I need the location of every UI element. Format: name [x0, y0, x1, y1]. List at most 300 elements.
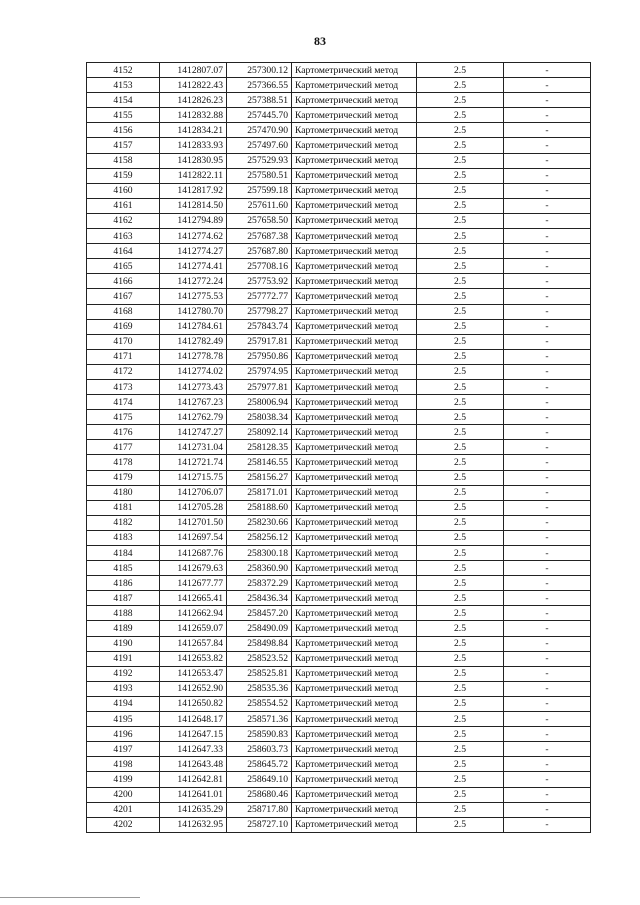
- description-cell: -: [504, 108, 591, 123]
- y-coordinate-cell: 257798.27: [227, 304, 292, 319]
- method-cell: Картометрический метод: [292, 198, 417, 213]
- x-coordinate-cell: 1412830.95: [160, 153, 227, 168]
- accuracy-cell: 2.5: [417, 395, 504, 410]
- accuracy-cell: 2.5: [417, 123, 504, 138]
- x-coordinate-cell: 1412834.21: [160, 123, 227, 138]
- point-number-cell: 4187: [87, 591, 160, 606]
- point-number-cell: 4182: [87, 515, 160, 530]
- x-coordinate-cell: 1412653.47: [160, 666, 227, 681]
- y-coordinate-cell: 258146.55: [227, 455, 292, 470]
- point-number-cell: 4201: [87, 802, 160, 817]
- coordinates-table-body: [87, 63, 591, 833]
- y-coordinate-cell: 258171.01: [227, 485, 292, 500]
- y-coordinate-cell: 257687.80: [227, 244, 292, 259]
- footer-rule: [0, 897, 140, 898]
- x-coordinate-cell: 1412774.27: [160, 244, 227, 259]
- y-coordinate-cell: 257708.16: [227, 259, 292, 274]
- description-cell: -: [504, 410, 591, 425]
- method-cell: Картометрический метод: [292, 666, 417, 681]
- description-cell: -: [504, 168, 591, 183]
- description-cell: -: [504, 349, 591, 364]
- x-coordinate-cell: 1412822.11: [160, 168, 227, 183]
- table-row: [87, 78, 591, 93]
- description-cell: -: [504, 666, 591, 681]
- point-number-cell: 4156: [87, 123, 160, 138]
- x-coordinate-cell: 1412762.79: [160, 410, 227, 425]
- point-number-cell: 4175: [87, 410, 160, 425]
- x-coordinate-cell: 1412647.15: [160, 727, 227, 742]
- x-coordinate-cell: 1412659.07: [160, 621, 227, 636]
- method-cell: Картометрический метод: [292, 229, 417, 244]
- point-number-cell: 4192: [87, 666, 160, 681]
- x-coordinate-cell: 1412647.33: [160, 742, 227, 757]
- table-row: [87, 636, 591, 651]
- method-cell: Картометрический метод: [292, 515, 417, 530]
- table-row: [87, 546, 591, 561]
- x-coordinate-cell: 1412706.07: [160, 485, 227, 500]
- point-number-cell: 4169: [87, 319, 160, 334]
- description-cell: -: [504, 712, 591, 727]
- method-cell: Картометрический метод: [292, 817, 417, 832]
- table-row: [87, 817, 591, 832]
- point-number-cell: 4171: [87, 349, 160, 364]
- x-coordinate-cell: 1412794.89: [160, 213, 227, 228]
- accuracy-cell: 2.5: [417, 229, 504, 244]
- table-row: [87, 198, 591, 213]
- description-cell: -: [504, 244, 591, 259]
- table-row: [87, 229, 591, 244]
- table-row: [87, 666, 591, 681]
- point-number-cell: 4160: [87, 183, 160, 198]
- x-coordinate-cell: 1412774.62: [160, 229, 227, 244]
- table-row: [87, 168, 591, 183]
- accuracy-cell: 2.5: [417, 244, 504, 259]
- x-coordinate-cell: 1412697.54: [160, 530, 227, 545]
- accuracy-cell: 2.5: [417, 681, 504, 696]
- accuracy-cell: 2.5: [417, 621, 504, 636]
- table-row: [87, 93, 591, 108]
- accuracy-cell: 2.5: [417, 802, 504, 817]
- y-coordinate-cell: 257917.81: [227, 334, 292, 349]
- y-coordinate-cell: 258523.52: [227, 651, 292, 666]
- y-coordinate-cell: 258300.18: [227, 546, 292, 561]
- description-cell: -: [504, 78, 591, 93]
- method-cell: Картометрический метод: [292, 727, 417, 742]
- x-coordinate-cell: 1412774.02: [160, 364, 227, 379]
- y-coordinate-cell: 257977.81: [227, 379, 292, 394]
- x-coordinate-cell: 1412715.75: [160, 470, 227, 485]
- accuracy-cell: 2.5: [417, 259, 504, 274]
- y-coordinate-cell: 257687.38: [227, 229, 292, 244]
- accuracy-cell: 2.5: [417, 485, 504, 500]
- method-cell: Картометрический метод: [292, 757, 417, 772]
- table-row: [87, 379, 591, 394]
- point-number-cell: 4153: [87, 78, 160, 93]
- method-cell: Картометрический метод: [292, 123, 417, 138]
- description-cell: -: [504, 395, 591, 410]
- y-coordinate-cell: 258128.35: [227, 440, 292, 455]
- point-number-cell: 4197: [87, 742, 160, 757]
- table-row: [87, 153, 591, 168]
- method-cell: Картометрический метод: [292, 78, 417, 93]
- coordinates-table: [86, 62, 591, 833]
- description-cell: -: [504, 425, 591, 440]
- point-number-cell: 4195: [87, 712, 160, 727]
- y-coordinate-cell: 257950.86: [227, 349, 292, 364]
- table-row: [87, 606, 591, 621]
- point-number-cell: 4159: [87, 168, 160, 183]
- method-cell: Картометрический метод: [292, 183, 417, 198]
- x-coordinate-cell: 1412687.76: [160, 546, 227, 561]
- y-coordinate-cell: 258498.84: [227, 636, 292, 651]
- method-cell: Картометрический метод: [292, 485, 417, 500]
- accuracy-cell: 2.5: [417, 606, 504, 621]
- point-number-cell: 4188: [87, 606, 160, 621]
- table-row: [87, 334, 591, 349]
- accuracy-cell: 2.5: [417, 168, 504, 183]
- x-coordinate-cell: 1412705.28: [160, 500, 227, 515]
- point-number-cell: 4155: [87, 108, 160, 123]
- x-coordinate-cell: 1412784.61: [160, 319, 227, 334]
- description-cell: -: [504, 153, 591, 168]
- method-cell: Картометрический метод: [292, 395, 417, 410]
- description-cell: -: [504, 213, 591, 228]
- y-coordinate-cell: 258360.90: [227, 561, 292, 576]
- y-coordinate-cell: 258680.46: [227, 787, 292, 802]
- description-cell: -: [504, 485, 591, 500]
- x-coordinate-cell: 1412780.70: [160, 304, 227, 319]
- method-cell: Картометрический метод: [292, 772, 417, 787]
- y-coordinate-cell: 258717.80: [227, 802, 292, 817]
- table-row: [87, 696, 591, 711]
- table-row: [87, 63, 591, 78]
- accuracy-cell: 2.5: [417, 727, 504, 742]
- x-coordinate-cell: 1412773.43: [160, 379, 227, 394]
- method-cell: Картометрический метод: [292, 651, 417, 666]
- table-row: [87, 772, 591, 787]
- accuracy-cell: 2.5: [417, 334, 504, 349]
- method-cell: Картометрический метод: [292, 455, 417, 470]
- x-coordinate-cell: 1412731.04: [160, 440, 227, 455]
- table-row: [87, 349, 591, 364]
- point-number-cell: 4167: [87, 289, 160, 304]
- description-cell: -: [504, 123, 591, 138]
- table-row: [87, 802, 591, 817]
- point-number-cell: 4164: [87, 244, 160, 259]
- method-cell: Картометрический метод: [292, 213, 417, 228]
- method-cell: Картометрический метод: [292, 93, 417, 108]
- x-coordinate-cell: 1412641.01: [160, 787, 227, 802]
- method-cell: Картометрический метод: [292, 591, 417, 606]
- table-row: [87, 425, 591, 440]
- x-coordinate-cell: 1412643.48: [160, 757, 227, 772]
- table-row: [87, 123, 591, 138]
- x-coordinate-cell: 1412679.63: [160, 561, 227, 576]
- y-coordinate-cell: 257580.51: [227, 168, 292, 183]
- x-coordinate-cell: 1412822.43: [160, 78, 227, 93]
- y-coordinate-cell: 257388.51: [227, 93, 292, 108]
- y-coordinate-cell: 257445.70: [227, 108, 292, 123]
- table-row: [87, 757, 591, 772]
- table-row: [87, 500, 591, 515]
- accuracy-cell: 2.5: [417, 274, 504, 289]
- table-row: [87, 455, 591, 470]
- point-number-cell: 4162: [87, 213, 160, 228]
- description-cell: -: [504, 259, 591, 274]
- table-row: [87, 304, 591, 319]
- method-cell: Картометрический метод: [292, 304, 417, 319]
- x-coordinate-cell: 1412632.95: [160, 817, 227, 832]
- table-row: [87, 183, 591, 198]
- method-cell: Картометрический метод: [292, 712, 417, 727]
- method-cell: Картометрический метод: [292, 289, 417, 304]
- point-number-cell: 4170: [87, 334, 160, 349]
- accuracy-cell: 2.5: [417, 455, 504, 470]
- description-cell: -: [504, 138, 591, 153]
- method-cell: Картометрический метод: [292, 244, 417, 259]
- accuracy-cell: 2.5: [417, 410, 504, 425]
- description-cell: -: [504, 440, 591, 455]
- point-number-cell: 4152: [87, 63, 160, 78]
- point-number-cell: 4157: [87, 138, 160, 153]
- x-coordinate-cell: 1412767.23: [160, 395, 227, 410]
- method-cell: Картометрический метод: [292, 364, 417, 379]
- method-cell: Картометрический метод: [292, 63, 417, 78]
- x-coordinate-cell: 1412665.41: [160, 591, 227, 606]
- table-row: [87, 259, 591, 274]
- description-cell: -: [504, 742, 591, 757]
- y-coordinate-cell: 258006.94: [227, 395, 292, 410]
- method-cell: Картометрический метод: [292, 138, 417, 153]
- method-cell: Картометрический метод: [292, 274, 417, 289]
- method-cell: Картометрический метод: [292, 153, 417, 168]
- description-cell: -: [504, 470, 591, 485]
- point-number-cell: 4181: [87, 500, 160, 515]
- x-coordinate-cell: 1412721.74: [160, 455, 227, 470]
- table-row: [87, 561, 591, 576]
- accuracy-cell: 2.5: [417, 289, 504, 304]
- point-number-cell: 4172: [87, 364, 160, 379]
- point-number-cell: 4174: [87, 395, 160, 410]
- x-coordinate-cell: 1412747.27: [160, 425, 227, 440]
- point-number-cell: 4158: [87, 153, 160, 168]
- point-number-cell: 4189: [87, 621, 160, 636]
- description-cell: -: [504, 379, 591, 394]
- method-cell: Картометрический метод: [292, 606, 417, 621]
- method-cell: Картометрический метод: [292, 530, 417, 545]
- method-cell: Картометрический метод: [292, 410, 417, 425]
- description-cell: -: [504, 63, 591, 78]
- description-cell: -: [504, 727, 591, 742]
- y-coordinate-cell: 258092.14: [227, 425, 292, 440]
- table-row: [87, 742, 591, 757]
- x-coordinate-cell: 1412650.82: [160, 696, 227, 711]
- table-row: [87, 591, 591, 606]
- method-cell: Картометрический метод: [292, 334, 417, 349]
- method-cell: Картометрический метод: [292, 168, 417, 183]
- accuracy-cell: 2.5: [417, 93, 504, 108]
- method-cell: Картометрический метод: [292, 349, 417, 364]
- y-coordinate-cell: 258645.72: [227, 757, 292, 772]
- method-cell: Картометрический метод: [292, 259, 417, 274]
- accuracy-cell: 2.5: [417, 304, 504, 319]
- accuracy-cell: 2.5: [417, 63, 504, 78]
- y-coordinate-cell: 258038.34: [227, 410, 292, 425]
- y-coordinate-cell: 258649.10: [227, 772, 292, 787]
- description-cell: -: [504, 530, 591, 545]
- y-coordinate-cell: 258535.36: [227, 681, 292, 696]
- point-number-cell: 4194: [87, 696, 160, 711]
- y-coordinate-cell: 257470.90: [227, 123, 292, 138]
- method-cell: Картометрический метод: [292, 802, 417, 817]
- accuracy-cell: 2.5: [417, 712, 504, 727]
- point-number-cell: 4184: [87, 546, 160, 561]
- table-row: [87, 485, 591, 500]
- table-row: [87, 395, 591, 410]
- description-cell: -: [504, 274, 591, 289]
- method-cell: Картометрический метод: [292, 681, 417, 696]
- accuracy-cell: 2.5: [417, 138, 504, 153]
- method-cell: Картометрический метод: [292, 576, 417, 591]
- description-cell: -: [504, 772, 591, 787]
- accuracy-cell: 2.5: [417, 470, 504, 485]
- x-coordinate-cell: 1412642.81: [160, 772, 227, 787]
- page-number: 83: [314, 34, 326, 48]
- x-coordinate-cell: 1412657.84: [160, 636, 227, 651]
- x-coordinate-cell: 1412826.23: [160, 93, 227, 108]
- point-number-cell: 4178: [87, 455, 160, 470]
- y-coordinate-cell: 258256.12: [227, 530, 292, 545]
- accuracy-cell: 2.5: [417, 666, 504, 681]
- x-coordinate-cell: 1412701.50: [160, 515, 227, 530]
- accuracy-cell: 2.5: [417, 651, 504, 666]
- x-coordinate-cell: 1412814.50: [160, 198, 227, 213]
- method-cell: Картометрический метод: [292, 108, 417, 123]
- table-row: [87, 440, 591, 455]
- y-coordinate-cell: 257974.95: [227, 364, 292, 379]
- x-coordinate-cell: 1412775.53: [160, 289, 227, 304]
- description-cell: -: [504, 289, 591, 304]
- method-cell: Картометрический метод: [292, 621, 417, 636]
- accuracy-cell: 2.5: [417, 696, 504, 711]
- accuracy-cell: 2.5: [417, 153, 504, 168]
- description-cell: -: [504, 319, 591, 334]
- description-cell: -: [504, 364, 591, 379]
- point-number-cell: 4200: [87, 787, 160, 802]
- table-row: [87, 621, 591, 636]
- x-coordinate-cell: 1412817.92: [160, 183, 227, 198]
- method-cell: Картометрический метод: [292, 500, 417, 515]
- x-coordinate-cell: 1412832.88: [160, 108, 227, 123]
- method-cell: Картометрический метод: [292, 696, 417, 711]
- accuracy-cell: 2.5: [417, 198, 504, 213]
- table-row: [87, 470, 591, 485]
- point-number-cell: 4191: [87, 651, 160, 666]
- description-cell: -: [504, 636, 591, 651]
- table-row: [87, 681, 591, 696]
- y-coordinate-cell: 258230.66: [227, 515, 292, 530]
- description-cell: -: [504, 591, 591, 606]
- accuracy-cell: 2.5: [417, 213, 504, 228]
- y-coordinate-cell: 258457.20: [227, 606, 292, 621]
- x-coordinate-cell: 1412648.17: [160, 712, 227, 727]
- y-coordinate-cell: 258554.52: [227, 696, 292, 711]
- description-cell: -: [504, 455, 591, 470]
- description-cell: -: [504, 561, 591, 576]
- description-cell: -: [504, 93, 591, 108]
- point-number-cell: 4198: [87, 757, 160, 772]
- accuracy-cell: 2.5: [417, 183, 504, 198]
- y-coordinate-cell: 257599.18: [227, 183, 292, 198]
- x-coordinate-cell: 1412774.41: [160, 259, 227, 274]
- x-coordinate-cell: 1412782.49: [160, 334, 227, 349]
- point-number-cell: 4180: [87, 485, 160, 500]
- y-coordinate-cell: 258372.29: [227, 576, 292, 591]
- x-coordinate-cell: 1412653.82: [160, 651, 227, 666]
- description-cell: -: [504, 229, 591, 244]
- y-coordinate-cell: 257772.77: [227, 289, 292, 304]
- table-row: [87, 410, 591, 425]
- description-cell: -: [504, 546, 591, 561]
- method-cell: Картометрический метод: [292, 561, 417, 576]
- accuracy-cell: 2.5: [417, 817, 504, 832]
- accuracy-cell: 2.5: [417, 636, 504, 651]
- description-cell: -: [504, 802, 591, 817]
- x-coordinate-cell: 1412807.07: [160, 63, 227, 78]
- y-coordinate-cell: 257366.55: [227, 78, 292, 93]
- accuracy-cell: 2.5: [417, 546, 504, 561]
- description-cell: -: [504, 651, 591, 666]
- description-cell: -: [504, 681, 591, 696]
- y-coordinate-cell: 257529.93: [227, 153, 292, 168]
- point-number-cell: 4199: [87, 772, 160, 787]
- method-cell: Картометрический метод: [292, 379, 417, 394]
- table-row: [87, 712, 591, 727]
- y-coordinate-cell: 258436.34: [227, 591, 292, 606]
- method-cell: Картометрический метод: [292, 319, 417, 334]
- description-cell: -: [504, 606, 591, 621]
- description-cell: -: [504, 198, 591, 213]
- table-row: [87, 274, 591, 289]
- accuracy-cell: 2.5: [417, 440, 504, 455]
- table-row: [87, 138, 591, 153]
- description-cell: -: [504, 787, 591, 802]
- accuracy-cell: 2.5: [417, 108, 504, 123]
- x-coordinate-cell: 1412635.29: [160, 802, 227, 817]
- accuracy-cell: 2.5: [417, 757, 504, 772]
- x-coordinate-cell: 1412652.90: [160, 681, 227, 696]
- method-cell: Картометрический метод: [292, 636, 417, 651]
- accuracy-cell: 2.5: [417, 349, 504, 364]
- method-cell: Картометрический метод: [292, 742, 417, 757]
- method-cell: Картометрический метод: [292, 787, 417, 802]
- accuracy-cell: 2.5: [417, 772, 504, 787]
- y-coordinate-cell: 258156.27: [227, 470, 292, 485]
- y-coordinate-cell: 257753.92: [227, 274, 292, 289]
- accuracy-cell: 2.5: [417, 500, 504, 515]
- method-cell: Картометрический метод: [292, 546, 417, 561]
- table-row: [87, 244, 591, 259]
- y-coordinate-cell: 257611.60: [227, 198, 292, 213]
- point-number-cell: 4190: [87, 636, 160, 651]
- description-cell: -: [504, 183, 591, 198]
- accuracy-cell: 2.5: [417, 742, 504, 757]
- table-row: [87, 727, 591, 742]
- x-coordinate-cell: 1412662.94: [160, 606, 227, 621]
- y-coordinate-cell: 258188.60: [227, 500, 292, 515]
- accuracy-cell: 2.5: [417, 425, 504, 440]
- x-coordinate-cell: 1412833.93: [160, 138, 227, 153]
